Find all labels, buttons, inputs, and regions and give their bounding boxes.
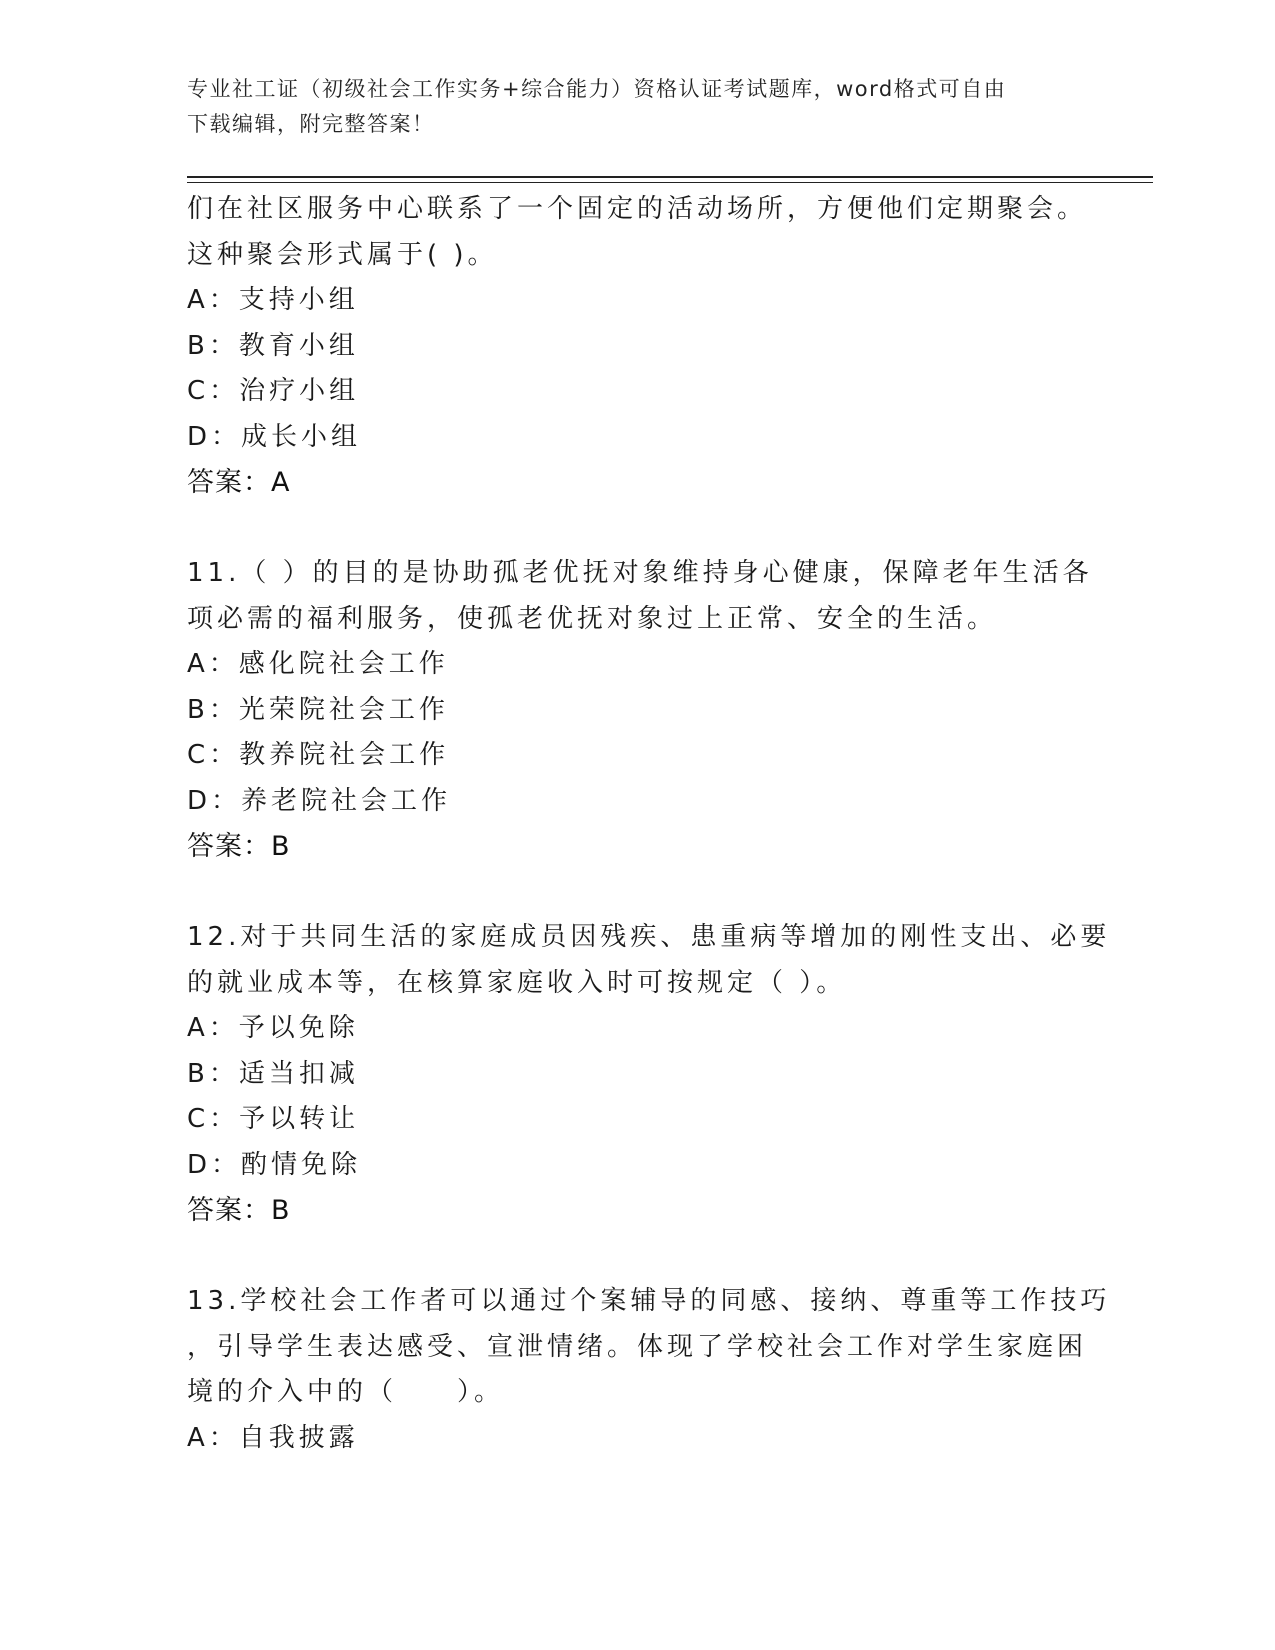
question-10	[187, 187, 1087, 506]
option-c: C：予以转让	[187, 1104, 360, 1134]
header-line-2: 下载编辑，附完整答案！	[187, 112, 435, 136]
option-a: A：支持小组	[187, 285, 359, 315]
header-divider	[187, 176, 1153, 178]
question-stem: 12.对于共同生活的家庭成员因残疾、患重病等增加的刚性支出、必要	[187, 922, 1111, 952]
option-b: B：光荣院社会工作	[187, 694, 449, 725]
question-13	[187, 1279, 1111, 1461]
option-c: C：教养院社会工作	[187, 740, 450, 770]
question-stem: 境的介入中的（ ）。	[187, 1377, 505, 1407]
answer-line: 答案：B	[187, 831, 291, 862]
question-12	[187, 915, 1111, 1234]
answer-line: 答案：B	[187, 1195, 291, 1226]
question-spacer	[187, 506, 1087, 552]
option-c: C：治疗小组	[187, 376, 360, 406]
option-b: B：教育小组	[187, 330, 359, 361]
question-stem: ，引导学生表达感受、宣泄情绪。体现了学校社会工作对学生家庭困	[187, 1331, 1088, 1362]
option-d: D：成长小组	[187, 421, 362, 452]
option-d: D：养老院社会工作	[187, 785, 452, 816]
option-a: A：感化院社会工作	[187, 649, 449, 679]
option-b: B：适当扣减	[187, 1058, 359, 1089]
question-stem: 这种聚会形式属于( )。	[187, 239, 498, 270]
question-spacer	[187, 1234, 1087, 1280]
header-line-1: 专业社工证（初级社会工作实务+综合能力）资格认证考试题库，word格式可自由	[187, 77, 1007, 101]
header-divider-thin	[187, 182, 1153, 183]
question-list	[187, 187, 1111, 1461]
answer-line: 答案：A	[187, 467, 291, 498]
question-stem: 11.（ ）的目的是协助孤老优抚对象维持身心健康，保障老年生活各	[187, 558, 1093, 588]
option-a: A：自我披露	[187, 1422, 359, 1453]
option-a: A：予以免除	[187, 1013, 359, 1043]
document-header	[187, 72, 1087, 142]
question-stem: 们在社区服务中心联系了一个固定的活动场所，方便他们定期聚会。	[187, 194, 1088, 224]
question-11	[187, 551, 1093, 870]
option-d: D：酌情免除	[187, 1149, 362, 1180]
question-spacer	[187, 870, 1087, 916]
question-stem: 13.学校社会工作者可以通过个案辅导的同感、接纳、尊重等工作技巧	[187, 1286, 1111, 1316]
question-stem: 项必需的福利服务，使孤老优抚对象过上正常、安全的生活。	[187, 603, 998, 634]
question-stem: 的就业成本等，在核算家庭收入时可按规定（ ）。	[187, 967, 847, 998]
